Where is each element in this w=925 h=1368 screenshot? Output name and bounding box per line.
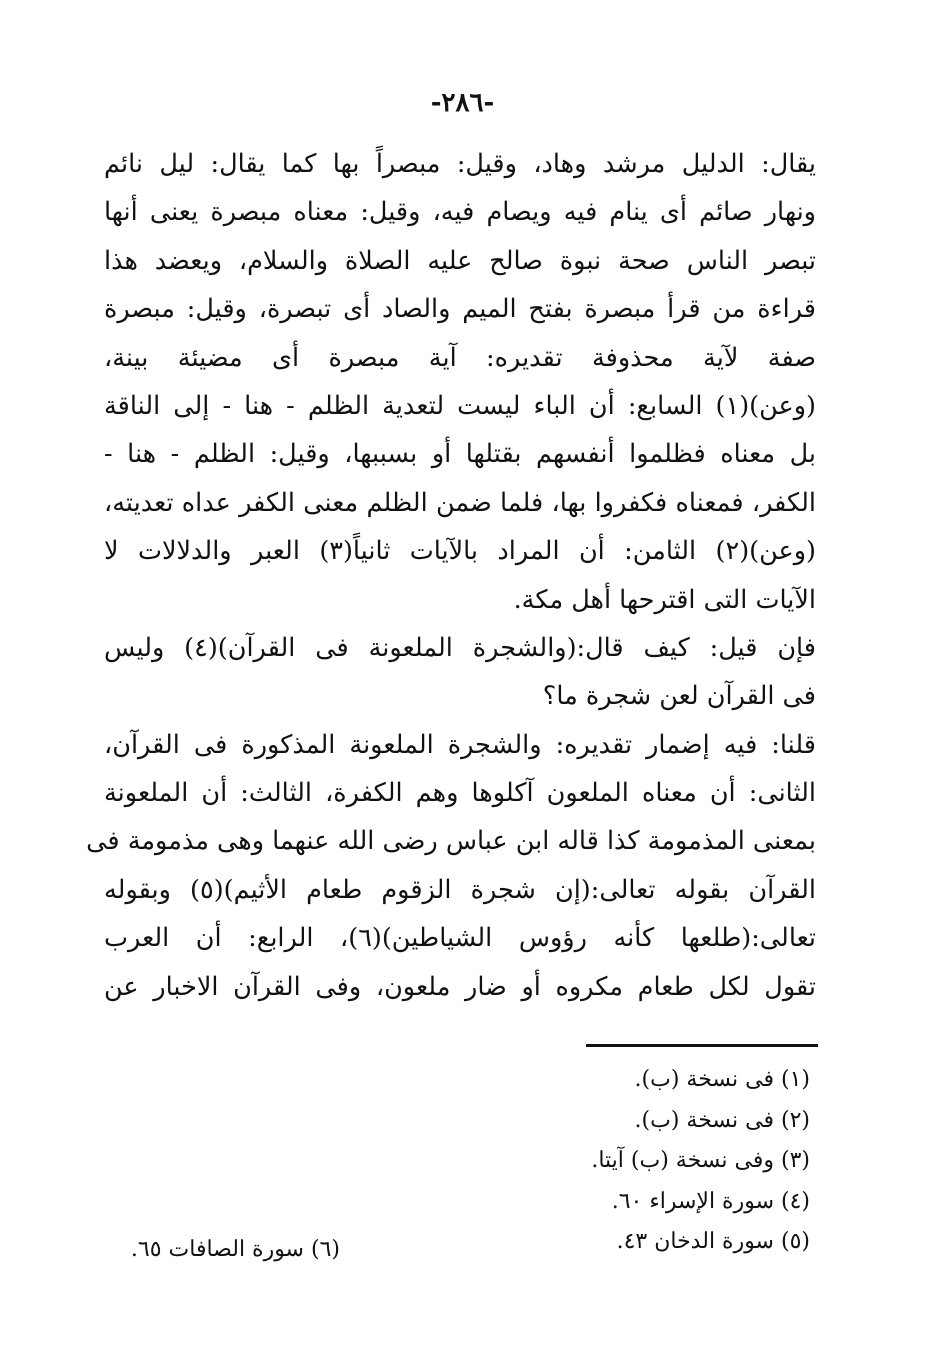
text-line: ونهار صائم أى ينام فيه ويصام فيه، وقيل: معناه مبصرة يعنى أنها: [104, 197, 816, 228]
footnotes: [570, 1060, 810, 1263]
text-line: قراءة من قرأ مبصرة بفتح الميم والصاد أى تبصرة، وقيل: مبصرة: [104, 294, 816, 325]
text-line: الآيات التى اقترحها أهل مكة.: [513, 584, 816, 615]
footnote-item: (٣) وفى نسخة (ب) آيتا.: [591, 1148, 810, 1173]
main-text: [86, 140, 817, 1011]
text-line: تعالى:(طلعها كأنه رؤوس الشياطين)(٦)، الرابع: أن العرب: [104, 923, 816, 954]
text-line: فى القرآن لعن شجرة ما؟: [542, 681, 816, 712]
text-line: الثانى: أن معناه الملعون آكلوها وهم الكفرة، الثالث: أن الملعونة: [104, 778, 816, 809]
text-line: بل معناه فظلموا أنفسهم بقتلها أو بسببها، وقيل: الظلم - هنا -: [104, 439, 816, 470]
text-line: (وعن)(١) السابع: أن الباء ليست لتعدية الظلم - هنا - إلى الناقة: [104, 390, 816, 421]
footnote-item: (٦) سورة الصافات ٦٥.: [130, 1237, 340, 1262]
footnote-item: (١) فى نسخة (ب).: [634, 1067, 810, 1092]
text-line: الكفر، فمعناه فكفروا بها، فلما ضمن الظلم معنى الكفر عداه تعديته،: [104, 487, 816, 518]
text-line: صفة لآية محذوفة تقديره: آية مبصرة أى مضيئة بينة،: [104, 342, 816, 373]
text-line: القرآن بقوله تعالى:(إن شجرة الزقوم طعام الأثيم)(٥) وبقوله: [104, 874, 816, 905]
footnote-item: (٤) سورة الإسراء ٦٠.: [611, 1188, 810, 1214]
footnote-item: (٥) سورة الدخان ٤٣.: [616, 1229, 810, 1254]
text-line: بمعنى المذمومة كذا قاله ابن عباس رضى الله عنهما وهى مذمومة فى: [86, 826, 816, 857]
text-line: فإن قيل: كيف قال:(والشجرة الملعونة فى القرآن)(٤) وليس: [104, 632, 817, 663]
text-line: تبصر الناس صحة نبوة صالح عليه الصلاة والسلام، ويعضد هذا: [104, 245, 816, 276]
page-number: -٢٨٦-: [430, 88, 495, 118]
footnote-divider: [586, 1044, 818, 1047]
footnote-item: (٢) فى نسخة (ب).: [634, 1107, 810, 1133]
text-line: قلنا: فيه إضمار تقديره: والشجرة الملعونة المذكورة فى القرآن،: [104, 729, 816, 760]
text-line: يقال: الدليل مرشد وهاد، وقيل: مبصراً بها كما يقال: ليل نائم: [104, 149, 816, 179]
text-line: (وعن)(٢) الثامن: أن المراد بالآيات ثانياً(٣) العبر والدلالات لا: [104, 536, 816, 567]
text-line: تقول لكل طعام مكروه أو ضار ملعون، وفى القرآن الاخبار عن: [104, 971, 816, 1002]
